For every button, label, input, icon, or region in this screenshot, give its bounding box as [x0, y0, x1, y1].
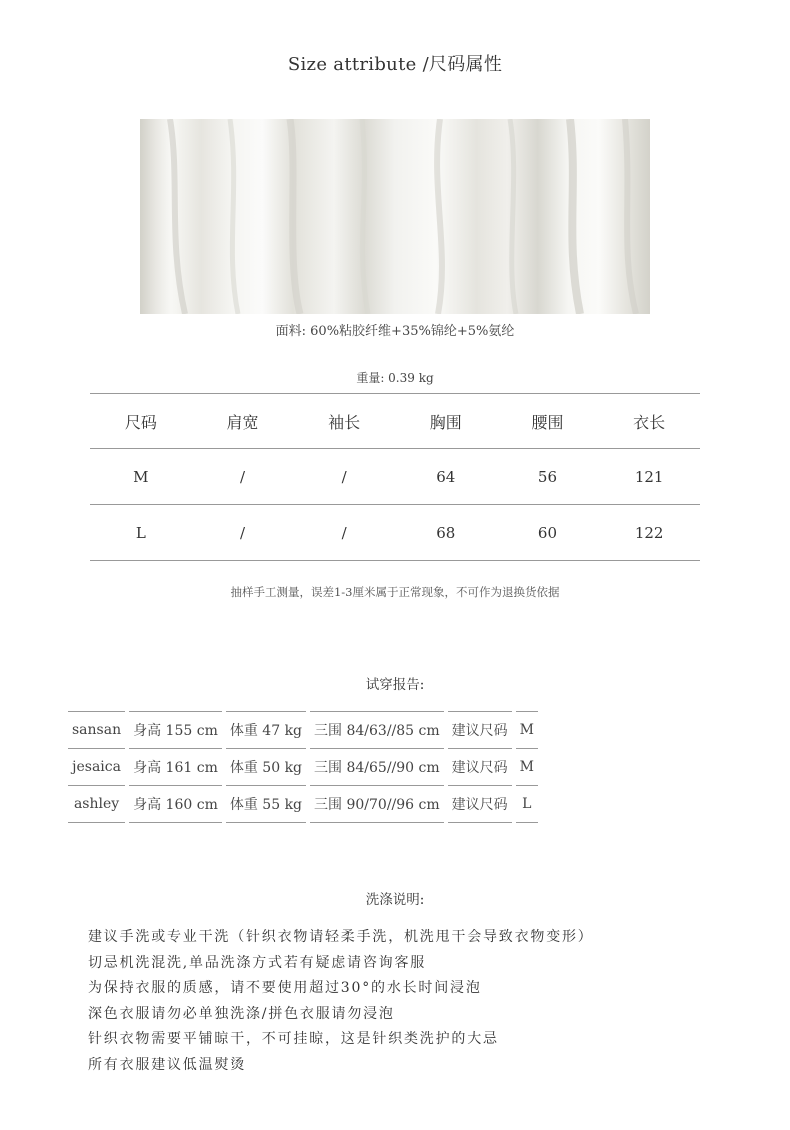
header-size: 尺码	[90, 394, 192, 449]
cell-length: 122	[598, 505, 700, 561]
tryon-table	[64, 711, 542, 823]
header-shoulder: 肩宽	[192, 394, 294, 449]
wash-instructions-title: 洗涤说明:	[365, 892, 425, 908]
page-title: Size attribute /尺码属性	[287, 54, 503, 75]
list-item: 针织衣物需要平铺晾干，不可挂晾，这是针织类洗护的大忌	[88, 1031, 499, 1047]
list-item: 切忌机洗混洗,单品洗涤方式若有疑虑请咨询客服	[88, 954, 427, 971]
measurement-note: 抽样手工测量，误差1-3厘米属于正常现象，不可作为退换货依据	[230, 585, 560, 599]
cell-sleeve: /	[293, 505, 395, 561]
recommended-size: M	[516, 749, 538, 786]
model-weight: 体重 50 kg	[226, 749, 306, 786]
model-name: sansan	[68, 711, 125, 749]
cell-chest: 68	[395, 505, 497, 561]
cell-length: 121	[598, 449, 700, 505]
table-row	[90, 449, 700, 505]
table-row	[90, 505, 700, 561]
header-chest: 胸围	[395, 394, 497, 449]
list-item: 所有衣服建议低温熨烫	[88, 1056, 246, 1073]
list-item: 建议手洗或专业干洗（针织衣物请轻柔手洗，机洗甩干会导致衣物变形）	[88, 929, 594, 945]
header-sleeve: 袖长	[293, 394, 395, 449]
size-table-header	[90, 394, 700, 449]
model-name: ashley	[68, 786, 125, 823]
list-item: 为保持衣服的质感，请不要使用超过30°的水长时间浸泡	[88, 980, 482, 996]
cell-sleeve: /	[293, 449, 395, 505]
wash-instructions-list	[88, 928, 594, 1081]
model-name: jesaica	[68, 749, 125, 786]
cell-waist: 60	[497, 505, 599, 561]
model-measurements: 三围 90/70//96 cm	[310, 786, 444, 823]
material-composition: 面料: 60%粘胶纤维+35%锦纶+5%氨纶	[275, 324, 515, 339]
header-length: 衣长	[598, 394, 700, 449]
recommended-size-label: 建议尺码	[448, 749, 512, 786]
cell-chest: 64	[395, 449, 497, 505]
model-measurements: 三围 84/65//90 cm	[310, 749, 444, 786]
model-height: 身高 155 cm	[129, 711, 222, 749]
header-waist: 腰围	[497, 394, 599, 449]
model-height: 身高 160 cm	[129, 786, 222, 823]
list-item: 深色衣服请勿必单独洗涤/拼色衣服请勿浸泡	[88, 1005, 395, 1022]
tryon-title: 试穿报告:	[365, 677, 425, 693]
fabric-photo	[140, 119, 650, 314]
cell-shoulder: /	[192, 505, 294, 561]
recommended-size-label: 建议尺码	[448, 711, 512, 749]
cell-waist: 56	[497, 449, 599, 505]
recommended-size: M	[516, 711, 538, 749]
recommended-size-label: 建议尺码	[448, 786, 512, 823]
garment-weight: 重量: 0.39 kg	[356, 371, 434, 385]
table-row	[68, 711, 538, 749]
model-weight: 体重 55 kg	[226, 786, 306, 823]
cell-shoulder: /	[192, 449, 294, 505]
model-weight: 体重 47 kg	[226, 711, 306, 749]
table-row	[68, 786, 538, 823]
cell-size: M	[90, 449, 192, 505]
cell-size: L	[90, 505, 192, 561]
model-measurements: 三围 84/63//85 cm	[310, 711, 444, 749]
fabric-folds-image	[140, 119, 650, 314]
size-table	[90, 393, 700, 561]
recommended-size: L	[516, 786, 538, 823]
model-height: 身高 161 cm	[129, 749, 222, 786]
table-row	[68, 749, 538, 786]
